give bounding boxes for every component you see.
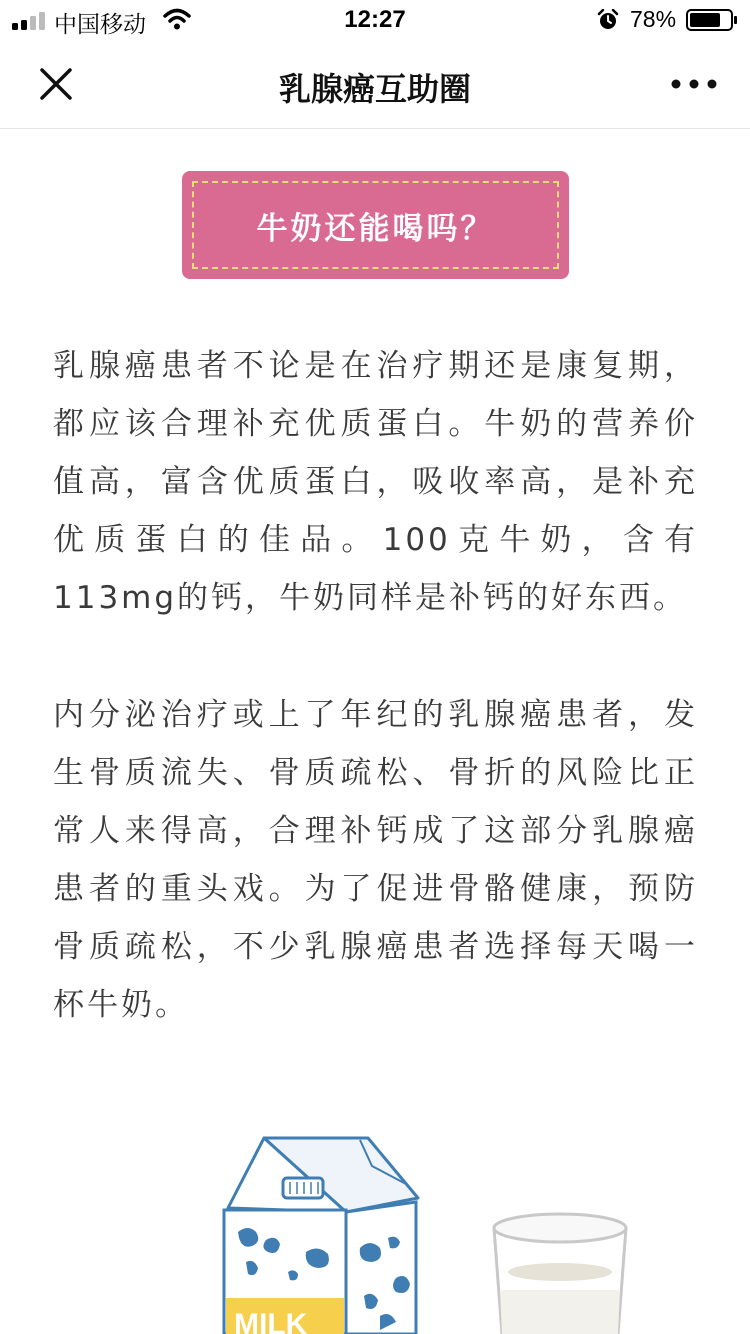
milk-label: MILK bbox=[234, 1308, 308, 1334]
paragraph-2: 内分泌治疗或上了年纪的乳腺癌患者，发生骨质流失、骨质疏松、骨折的风险比正常人来得高，合理补钙成了这部分乳腺癌患者的重头戏。为了促进骨骼健康，预防骨质疏松，不少乳腺癌患者选择每天喝一杯牛奶。 bbox=[53, 697, 698, 1023]
carrier-name: 中国移动 bbox=[54, 11, 146, 37]
milk-glass-image bbox=[494, 1214, 626, 1334]
milk-illustration bbox=[0, 1120, 750, 1334]
milk-carton-image bbox=[224, 1138, 418, 1334]
paragraph-1: 乳腺癌患者不论是在治疗期还是康复期，都应该合理补充优质蛋白。牛奶的营养价值高，富含优质蛋白，吸收率高，是补充优质蛋白的佳品。100克牛奶，含有113mg的钙，牛奶同样是补钙的好东西。 bbox=[53, 348, 698, 616]
article-heading-text: 牛奶还能喝吗？ bbox=[192, 181, 559, 269]
status-bar bbox=[0, 0, 750, 40]
battery-percentage: 78% bbox=[630, 6, 677, 32]
more-options-icon[interactable] bbox=[664, 62, 724, 106]
battery-icon bbox=[686, 9, 738, 31]
article-heading bbox=[182, 171, 569, 279]
nav-bar bbox=[0, 40, 750, 129]
alarm-icon bbox=[597, 9, 619, 31]
page-title: 乳腺癌互助圈 bbox=[278, 70, 471, 108]
clock-time: 12:27 bbox=[344, 6, 406, 33]
